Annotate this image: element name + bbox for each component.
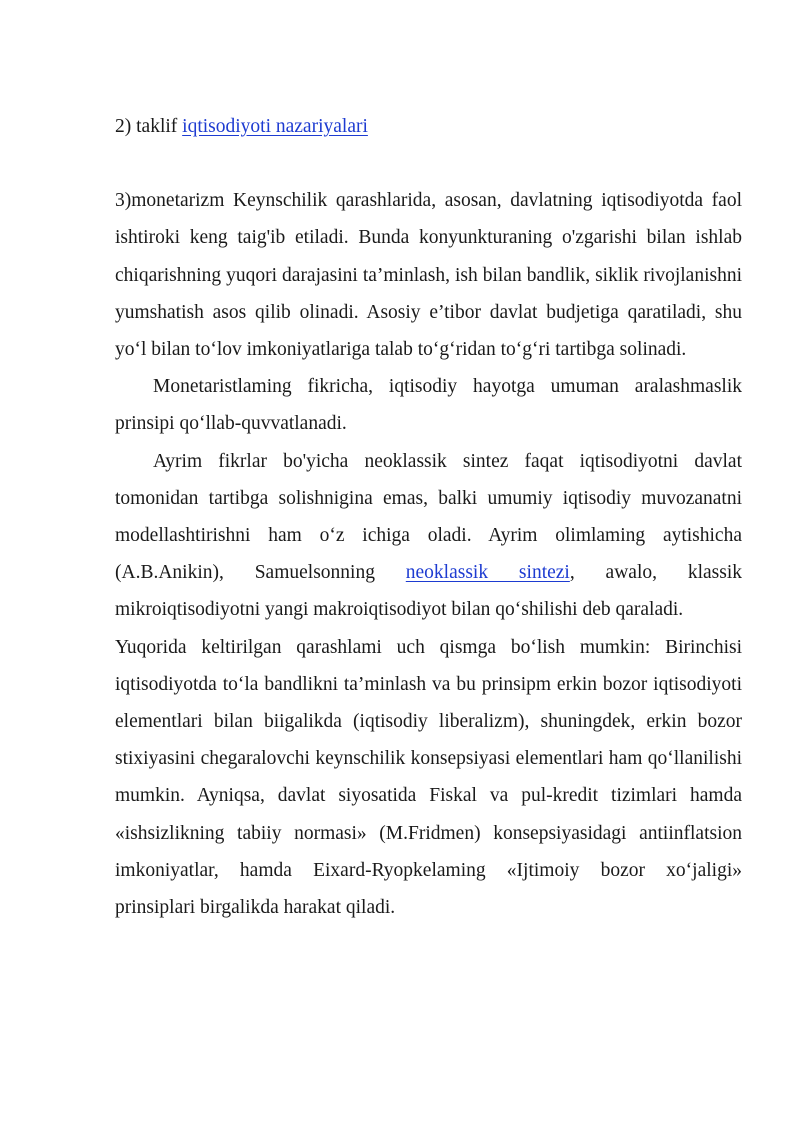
paragraph-qarashlar: Yuqorida keltirilgan qarashlami uch qismga bo‘lish mumkin: Birinchisi iqtisodiyotda to‘la bandlikni ta’minlash va bu prinsipm erkin bozor iqtisodiyoti elementlari bilan biigalikda (iqtisodiy liberalizm), shuningdek, erkin bozor stixiyasini chegaralovchi keynschilik konsepsiyasi elementlari ham qo‘llanilishi mumkin. Ayniqsa, davlat siyosatida Fiskal va pul-kredit tizimlari hamda «ishsizlikning tabiiy normasi» (M.Fridmen) konsepsiyasidagi antiinflatsion imkoniyatlar, hamda Eixard-Ryopkelaming «Ijtimoiy bozor xo‘jaligi» prinsiplari birgalikda harakat qiladi. [115,636,742,919]
paragraph-neoklassik-sintez [115,443,742,629]
line-taklif-prefix: 2) taklif [115,116,183,137]
document-page [115,108,742,926]
blank-line [115,145,742,182]
line-taklif [115,108,742,145]
link-iqtisodiyoti-nazariyalari[interactable]: iqtisodiyoti nazariyalari [182,116,368,137]
paragraph-neoklassik-text-before: Ayrim fikrlar bo'yicha neoklassik sintez faqat iqtisodiyotni davlat tomonidan tartibga solishnigina emas, balki umumiy iqtisodiy muvozanatni modellashtirishni ham o‘z ichiga oladi. Ayrim olimlaming aytishicha (A.B.Anikin), Samuelsonning [115,450,742,584]
paragraph-monetaristlar: Monetaristlaming fikricha, iqtisodiy hayotga umuman aralashmaslik prinsipi qo‘llab-quvvatlanadi. [115,376,742,435]
paragraph-neoklassik-text-after: , awalo, klassik mikroiqtisodiyotni yangi makroiqtisodiyot bilan qo‘shilishi deb qaraladi. [115,562,742,621]
link-neoklassik-sintezi[interactable]: neoklassik sintezi [405,562,570,584]
paragraph-monetarizm: 3)monetarizm Keynschilik qarashlarida, asosan, davlatning iqtisodiyotda faol ishtiroki keng taig'ib etiladi. Bunda konyunkturaning o'zgarishi bilan ishlab chiqarishning yuqori darajasini ta’minlash, ish bilan bandlik, siklik rivojlanishni yumshatish asos qilib olinadi. Asosiy e’tibor davlat budjetiga qaratiladi, shu yo‘l bilan to‘lov imkoniyatlariga talab to‘g‘ridan to‘g‘ri tartibga solinadi. [115,190,742,361]
